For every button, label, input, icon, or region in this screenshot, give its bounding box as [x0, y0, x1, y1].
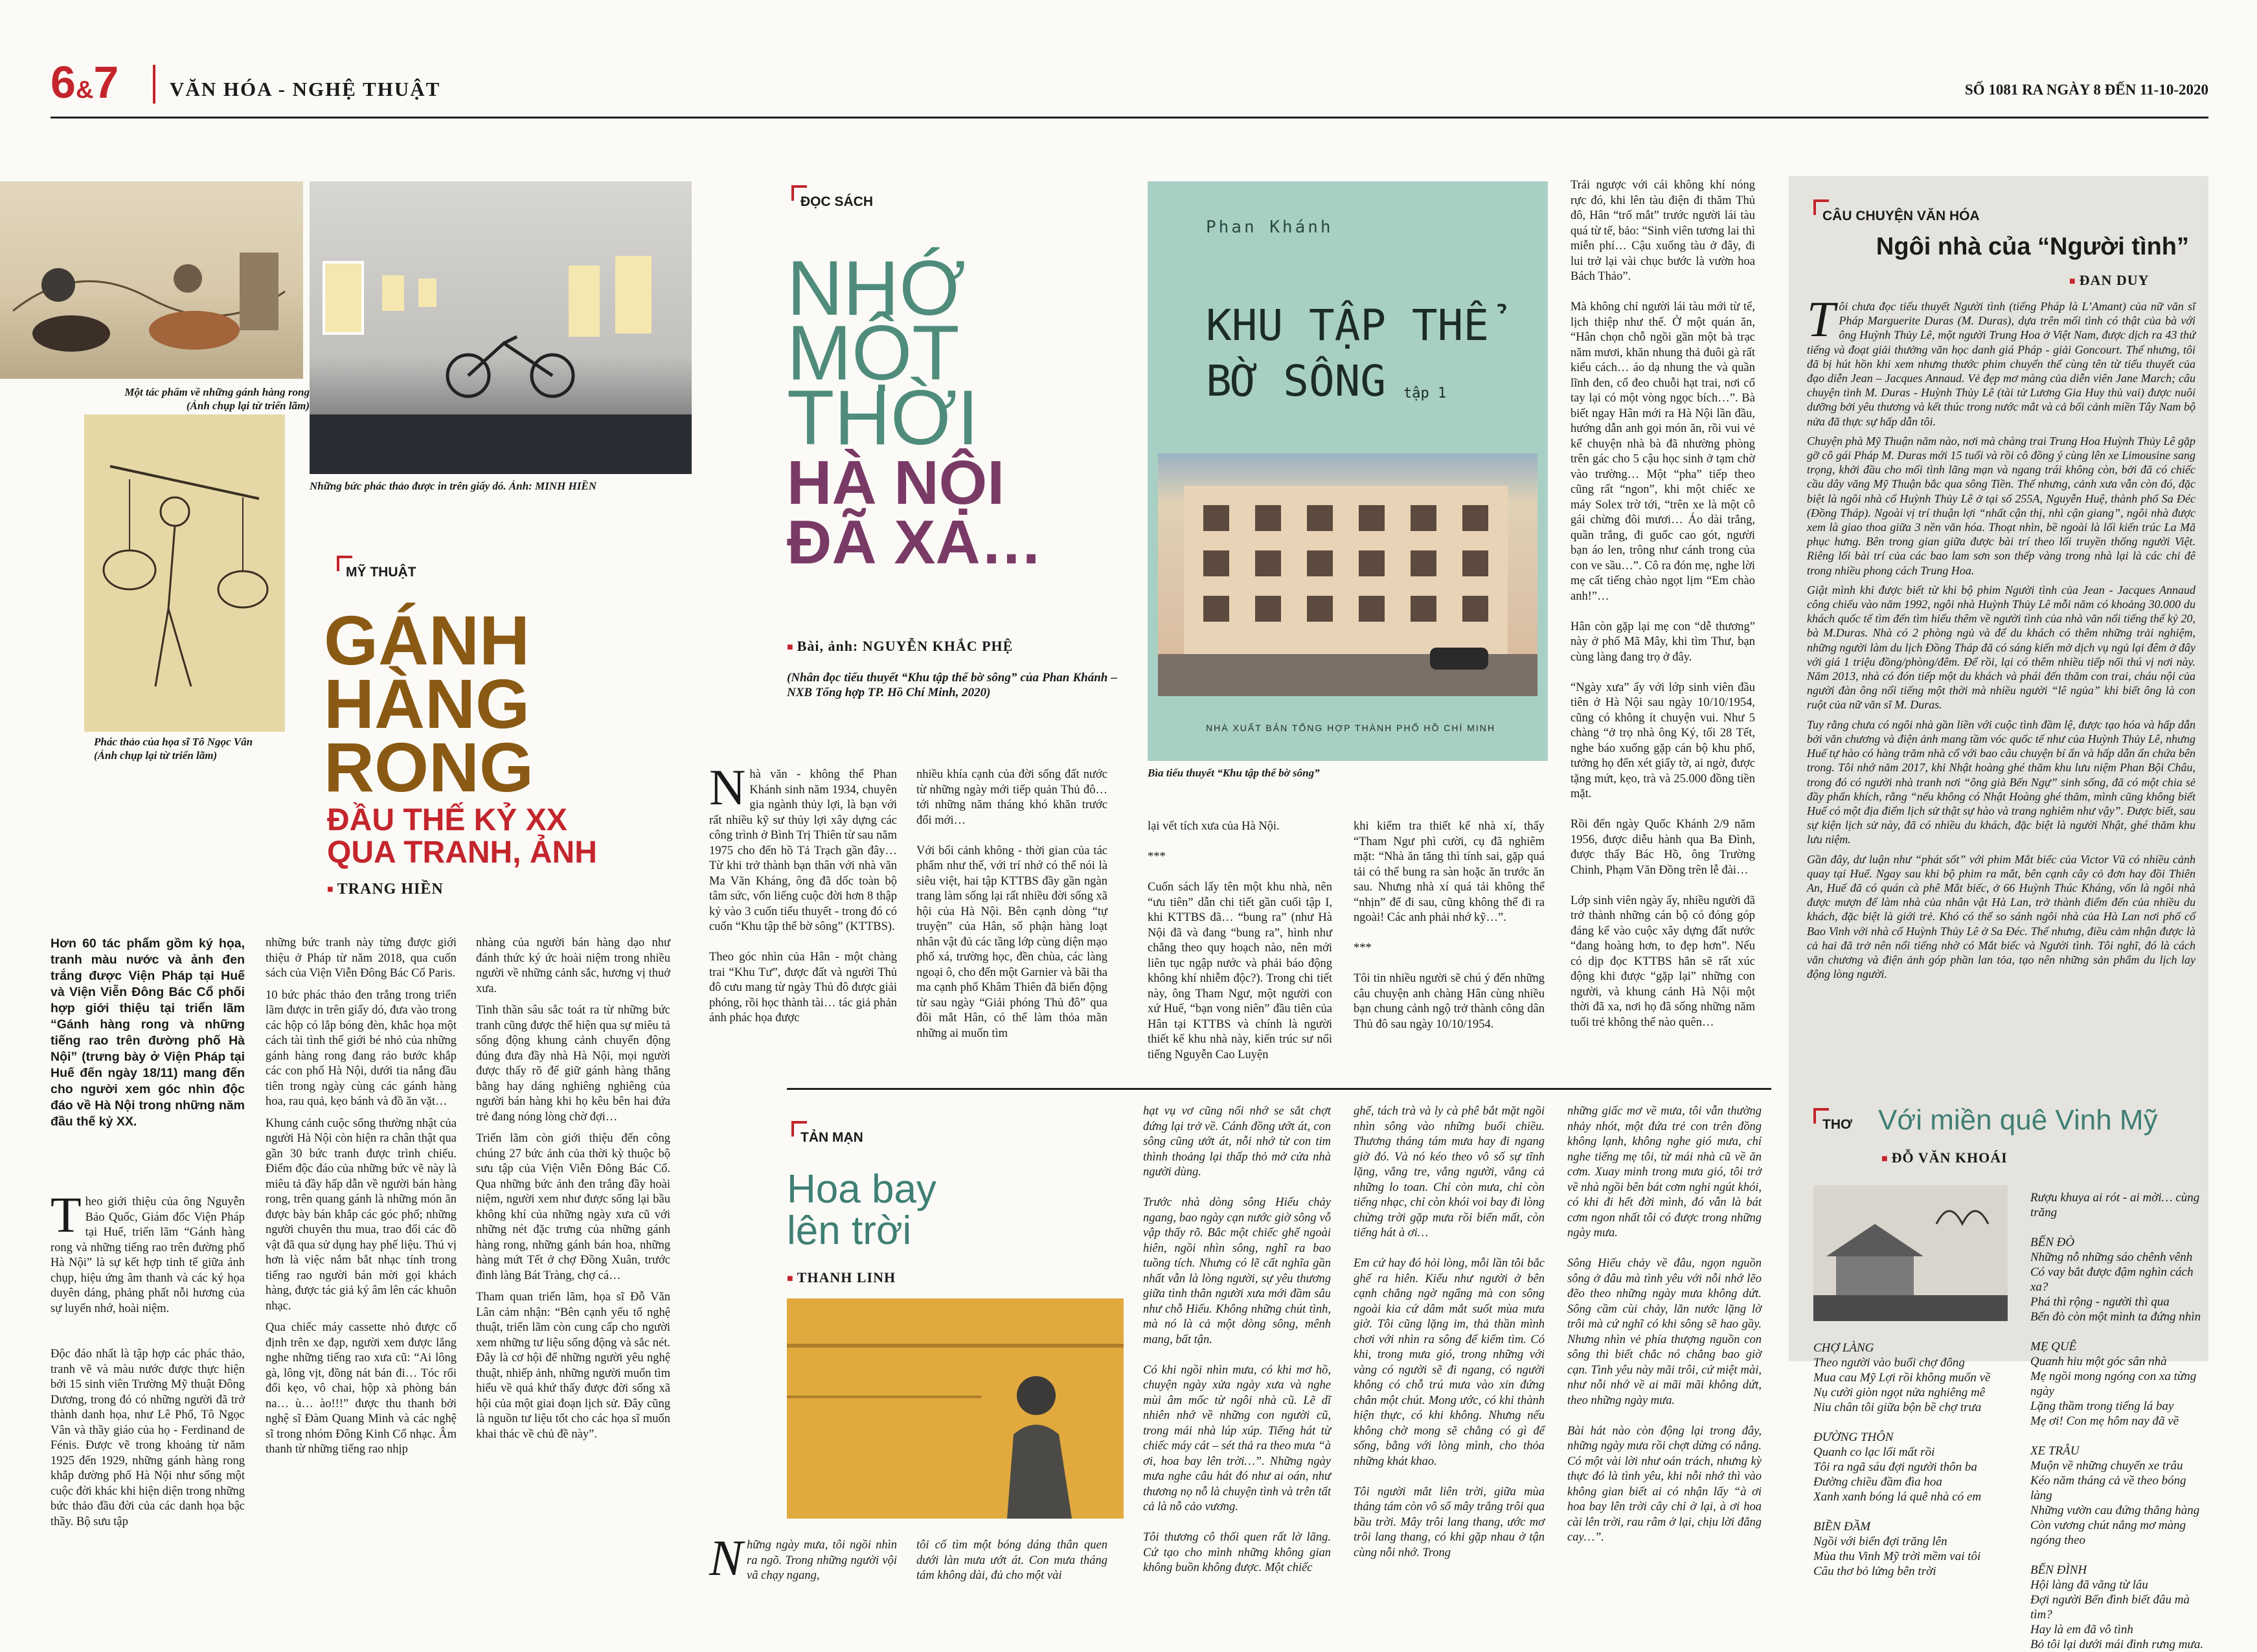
caption-book: Bìa tiểu thuyết “Khu tập thể bờ sông”	[1148, 767, 1320, 779]
sketch-illustration	[84, 414, 285, 732]
ganh-col2: những bức tranh này từng được giới thiệu ở Pháp từ năm 2018, qua cuốn sách của Viện Viễn Đông Bác Cổ Paris. 10 bức phác thảo đen trắng trong triển lãm được in trên giấy dó, đưa vào trong các hộp có lắp bóng đèn, khắc họa một cách tài tình thế giới bé nhỏ của những gánh hàng rong đang rảo bước khắp các con phố Hà Nội, dưới tia nắng đầu tiên trong ngày cùng các gánh hàng hoa, rau quả, kẹo bánh và đồ ăn vặt… Khung cảnh cuộc sống thường nhật của người Hà Nội còn hiện ra chân thật qua gần 30 bức tranh được trình chiếu. Điểm độc đáo của những bức vẽ này là miêu tả đầy hấp dẫn về người bán hàng rong, trên quang gánh là những món ăn được bày bán khắp các góc phố; những người chuyên thu mua, trao đổi các đồ vật đã qua sử dụng hay phế liệu. Thú vị hơn là việc nắm bắt nhạc tính trong tiếng rao người bán mời gọi khách hàng, được tác giả ký âm lên các khuôn nhạc. Qua chiếc máy cassette nhỏ được cố định trên xe đạp, người xem được lắng nghe những tiếng rao xưa cũ: “Ai lông gà, lông vịt, đồng nát bán đi… Tóc rối đổi kẹo, vô chai, hộp xà phòng bán na… ù… ào!!!” được thu thanh bởi nghệ sĩ Đàm Quang Minh và các nghệ sĩ trong nhóm Đông Kinh Cổ nhạc. Âm thanh từ những tiếng rao nhịp	[266, 936, 457, 1456]
ganh-col3: nhàng của người bán hàng dạo như đánh thức ký ức hoài niệm trong nhiều người về những cảnh sắc, hương vị thuở xưa. Tinh thần sâu sắc toát ra từ những bức tranh cũng được thể hiện qua sự miêu tả sống động khung cảnh chuyển động đúng đưa đầy nhà Hà Nội, mọi người được thấy rõ để giữ gánh hàng thăng bằng hay dáng nghiêng nghiêng của người bán hàng khi họ kêu bên hai đứa trẻ đang nóng lòng chờ đợi… Triển lãm còn giới thiệu đến công chúng 27 bức ảnh của thời kỳ thuộc bộ sưu tập của Viện Viễn Đông Bác Cổ. Qua những bức ảnh đen trắng đầy hoài niệm, người xem như được sống lại bầu không khí của những ngày xưa cũ với những nét đặc trưng của những gánh hàng rong, những gánh bán hoa, những hàng mứt Tết ở chợ Đồng Xuân, trước đình làng Bát Tràng, chợ cá… Tham quan triển lãm, họa sĩ Đỗ Văn Lân cảm nhận: “Bên cạnh yếu tố nghệ thuật, triển lãm còn cung cấp cho người xem những tư liệu sống động và sắc nét. Đây là cơ hội để những người yêu nghệ thuật, nhiếp ảnh, những người muốn tìm hiểu về quá khứ thấy được đời sống xã hội của một giai đoạn lịch sử. Đây cũng là nguồn tư liệu tốt cho các họa sĩ muốn khai thác về chủ đề này”.	[476, 936, 670, 1441]
title-ha-noi: HÀ NỘI ĐÃ XA…	[787, 448, 1043, 577]
caption-exhibition: Những bức phác thảo được in trên giấy dó. Ảnh: MINH HIỀN	[310, 480, 597, 492]
byline-van-hoa: ■ ĐAN DUY	[2069, 272, 2149, 289]
title-tho: Với miền quê Vinh Mỹ	[1878, 1104, 2158, 1136]
tag-tan-man: TẢN MẠN	[791, 1130, 863, 1146]
byline-tan-man: ■ THANH LINH	[787, 1269, 896, 1286]
header-rule	[51, 117, 2208, 119]
exhibition-illustration	[310, 181, 692, 474]
book-publisher: NHÀ XUẤT BẢN TỔNG HỢP THÀNH PHỐ HỒ CHÍ MINH	[1206, 723, 1496, 733]
title-van-hoa: Ngôi nhà của “Người tình”	[1876, 233, 2189, 260]
title-hoa-bay: Hoa bay lên trời	[787, 1167, 936, 1253]
byline-doc-sach: ■ Bài, ảnh: NGUYỄN KHẮC PHỆ	[787, 638, 1013, 655]
van-hoa-body: Tôi chưa đọc tiểu thuyết Người tình (tiếng Pháp là L’Amant) của nữ văn sĩ Pháp Marguerite Duras (M. Duras), dựa trên mối tình có thật của bà với ông Huỳnh Thủy Lê, một người Trung Hoa ở Việt Nam, được dịch ra 43 thứ tiếng và đoạt giải thưởng văn học danh giá Pháp - giải Goncourt. Thế nhưng, tôi đã bị hút hồn khi xem nhưng thước phim chuyển thể cùng tên từ tiểu thuyết của đạo diễn Jean – Jacques Annaud. Vẻ đẹp mơ màng của diễn viên Jane March; câu chuyện tình M. Duras - Huỳnh Thủy Lê (tài tử Lương Gia Huy thủ vai) được nuôi dưỡng bởi yêu thương và kết thúc trong nước mắt và cả bối cảnh miền Tây Nam bộ nửa đã thực sự hấp dẫn tôi. Chuyện phà Mỹ Thuận năm nào, nơi mà chàng trai Trung Hoa Huỳnh Thủy Lê gặp gỡ cô gái Pháp M. Duras mới 15 tuổi và rồi cô đồng ý cùng lên xe Limousine sang trọng, khởi đầu cho mối tình lãng mạn và ngang trái không còn, bởi đã có chiếc cầu dây văng Mỹ Thuận bắc qua sông Tiền. Thế nhưng, cảnh xưa vẫn còn đó, đặc biệt là ngôi nhà cổ Huỳnh Thủy Lê ở tại số 255A, Nguyễn Huệ, thành phố Sa Đéc (Đồng Tháp). Ngoài vị trí thuận lợi “nhất cận thị, nhì cận giang”, ngôi nhà được xem là giao thoa giữa 3 nền văn hóa. Thoạt nhìn, bề ngoài là lối kiến trúc La Mã phục hưng. Bên trong gian giữa được bài trí theo lối truyền thống người Việt. Riêng lối bài trí của các bao lam sơn son thếp vàng trong nhà lại là các chi đê trong nhiều phong cách Trung Hoa. Giật mình khi được biết từ khi bộ phim Người tình của Jean - Jacques Annaud công chiếu vào năm 1992, ngôi nhà Huỳnh Thủy Lê mỗi năm có khoảng 30.000 du khách quốc tế tìm đến tìm hiểu thêm về người tình của nhà văn nổi tiếng thế kỷ 20, bà M.Duras. Nhà có 2 phòng ngủ và để du khách có thêm những trải nghiệm, những người làm du lịch Đồng Tháp đã có sáng kiến mở dịch vụ ngủ lại đêm ở đây với giá 1 triệu đồng/phòng/đêm. Để rồi, lại có thêm nhiều tiếp nối thú vị nơi này. Năm 2013, nhà có đón tiếp một du khách và phái đến thăm con trai, cháu nội của người đàn ông nổi tiếng một thời mà nhiều người “lê ngủa” khi biết ông là con ruột của nữ văn sĩ M. Duras. Tuy rằng chưa có ngôi nhà gần liền với cuộc tình đầm lệ, được tạo hóa và hấp dẫn bởi văn chương và điện ảnh mang tầm vóc quốc tế như của Huỳnh Thủy Lê, nhưng Huế tự hào có hàng trăm nhà cổ với bao câu chuyện bí ẩn và hấp dẫn ẩn chứa bên trong. Tôi nhớ năm 2017, khi Nhật hoàng ghé thăm khu lưu niệm Phan Bội Châu, trong đó có người nhà tranh nơi “ông già Bến Ngự” sinh sống, đã có một chia sẻ đầy phấn khích, rằng “nếu không có Nhật Hoàng ghé thăm, mình cũng không biết Huế có một địa điểm lịch sử thật sự hào và trang nghiêm như vậy”. Được biết, sau sự kiện lịch sử này, đã có nhiều du khách, đặc biệt là người Nhật, ghé thăm khu lưu niệm. Gần đây, dư luận như “phát sốt” với phim Mắt biếc của Victor Vũ có nhiều cảnh quay tại Huế. Ngay sau khi bộ phim ra mắt, bên cạnh cây cỏ đơn hay đồi Thiên An, Huế đã có quán cà phê Mắt biếc, ở 66 Huỳnh Thúc Kháng, vốn là ngôi nhà được mượn để làm nhà của nhân vật Hà Lan, trở thành điểm đến của nhiều du khách, đặc biệt là giới trẻ. Khó có thể so sánh ngôi nhà của Hà Lan nơi phố cổ Bao Vinh với nhà cổ Huỳnh Thủy Lê ở Sa Đéc. Thế nhưng, điều cảm nhận được là cả hai đã trở nên nổi tiếng nhờ có Mắt biếc và Người tình. Tôi nghĩ, đó là cách văn chương và điện ảnh góp phần lan tỏa, tạo nên những sản phẩm du lịch lay động lòng người.	[1807, 291, 2195, 981]
header-divider	[153, 65, 155, 104]
tan-man-col5: những giấc mơ về mưa, tôi vẫn thường nhảy nhót, một đứa trẻ con trên đồng không lạnh, không nghe gió mưa, chỉ nghe tiếng mẹ tôi, từ mái nhà cũ về ăn cơm. Xuay minh trong mưa gió, tôi trở về nhà ngồi bên bát cơm nghi ngút khói, có khi đi hết đời mình, đó vẫn là bát cơm ngon nhất tôi có được trong những ngày mưa. Sông Hiếu chảy về đâu, ngọn nguồn sông ở đâu mà tình yêu với nỗi nhớ lẽo đẽo theo những ngày mưa không dứt. Sông cầm cùi chảy, lăn nước lặng lờ trôi mà cứ nghĩ có khi sông sẽ hao gầy. Nhưng nhìn vẻ phía thượng nguồn con sông thì biết chắc nó chẳng bao giờ cạn. Tình yêu này mãi trôi, cứ miệt mài, như nỗi nhớ về ai mãi mãi không dứt, theo những ngày mưa. Bài hát nào còn động lại trong đây, những ngày mưa rồi chợt dừng có nắng. Có một vài lời như oán trách, nhưng kỳ thực đó là tình yêu, khi nỗi nhớ thì vào không gian biết ai có nhận lấy “à ơi hoa bay lên trời cây chỉ ở lại, à ơi hoa cài lên trời, rau râm ở lại, chịu lời đắng cay…”.	[1567, 1105, 1762, 1544]
tan-man-col3: hạt vụ vơ cũng nổi nhớ se sắt chợt đứng lại trở về. Cánh đồng ướt át, con sông cũng ướt át, nỗi nhớ từ con tim thình thoảng lại thấp thỏ mở cửa nhà người dùng. Trước nhà dòng sông Hiếu chảy ngang, bao ngày cạn nước giờ sông vỗ vập thấy rõ. Bắc một chiếc ghế ngoài hiên, ngồi nhìn sông, nghĩ ra bao tuồng tích. Nhưng có lẽ cất nghĩa gần nhất vẫn là lòng người, sự yêu thương giữa tình thân người xưa mới đầm sâu như chỗ Hiếu. Không những chút tình, mà nó là cả một dòng sông, mênh mang, bất tận. Có khi ngồi nhìn mưa, có khi mơ hồ, chuyện ngày xửa ngày xưa và nghe mùi âm mốc từ ngôi nhà cũ. Lẽ dĩ nhiên nhớ về những con người cũ, trong mái nhà lúp xúp. Tiếng hát từ chiếc máy cát – sét thả ra theo mưa “à ơi, hoa bay lên trời…”. Những ngày mưa nghe câu hát đó như ai oán, như thương nọ nỗ là chuyện tình và trên tất cả là nỗ cảo vương. Tôi thương cô thối quen rất lờ lãng. Cứ tạo cho mình những không gian không buồn không được. Một chiếc	[1143, 1105, 1331, 1574]
title-ganh-hang-rong: GÁNH HÀNG RONG	[324, 601, 534, 806]
lead-ganh: Hơn 60 tác phẩm gồm ký họa, tranh màu nước và ảnh đen trắng được Viện Pháp tại Huế và Viện Viễn Đông Bác Cổ phối hợp giới thiệu tại triển lãm “Gánh hàng rong và những tiếng rao trên đường phố Hà Nội” (trưng bày ở Viện Pháp tại Huế đến ngày 18/11) mang đến cho người xem góc nhìn độc đáo về Hà Nội trong những năm đầu thế kỷ XX.	[51, 936, 245, 1129]
ganh-col1-p1: Theo giới thiệu của ông Nguyễn Bảo Quốc, Giám đốc Viện Pháp tại Huế, triển lãm “Gánh hàng rong và những tiếng rao trên đường phố Hà Nội” là sự kết hợp tinh tế giữa ảnh chụp, hiệu ứng âm thanh và các ký họa duyên dáng, phảng phất nỗi hương của sự luyến nhớ, hoài niệm.	[51, 1186, 245, 1315]
doc-sach-col4: khi kiểm tra thiết kế nhà xí, thấy “Tham Ngư phì cười, cụ đã nghiêm mặt: “Nhà ăn tăng thì tính sai, gặp quá tải có thể bung ra sàn hoặc ăn trước ăn sau. Nhưng nhà xí quá tải không thể “nhịn” để đi sau, cũng không thể đi ra ngoài! Các anh phải nhớ kỹ…”. *** Tôi tin nhiều người sẽ chú ý đến những câu chuyện anh chàng Hân cùng nhiều bạn chung cảnh ngộ trở thành công dân Thủ đô sau ngày 10/10/1954.	[1354, 820, 1545, 1031]
caption-painting: Một tác phẩm về những gánh hàng rong (Ảnh chụp lại từ triển lãm)	[124, 386, 310, 412]
issue-info: SỐ 1081 RA NGÀY 8 ĐẾN 11-10-2020	[1964, 82, 2208, 98]
tan-man-rule	[787, 1088, 1771, 1090]
tho-illustration	[1813, 1185, 2008, 1321]
exhibition-photo	[310, 181, 692, 474]
caption-sketch: Phác thảo của họa sĩ Tô Ngọc Vân (Ảnh chụp lại từ triển lãm)	[94, 736, 253, 762]
doc-sach-col1: Nhà văn - không thể Phan Khánh sinh năm 1934, chuyên gia ngành thủy lợi, là bạn với rất nhiều kỹ sư thủy lợi xây dựng các công trình ở Bình Trị Thiên từ sau năm 1975 cho đến hồ Tả Trạch gần đây… Từ khi trở thành bạn thân với nhà văn Ma Văn Kháng, ông đã dốc toàn bộ tâm sức, vốn liếng cuộc đời hơn 8 thập kỷ vào 3 cuốn tiểu thuyết - trong đó có cuốn “Khu tập thể bờ sông” (KTTBS). Theo góc nhìn của Hân - một chàng trai “Khu Tư”, được đất và người Thủ đô cưu mang từ ngày Thủ đô được giải phóng, rồi học thành tài… tác giả phản ánh phác họa được	[709, 759, 897, 1024]
doc-sach-note: (Nhân đọc tiểu thuyết “Khu tập thể bờ sông” của Phan Khánh – NXB Tổng hợp TP. Hồ Chí Minh, 2020)	[787, 671, 1117, 699]
byline-tho: ■ ĐỖ VĂN KHOÁI	[1881, 1149, 2008, 1166]
byline-ganh: ■ TRANG HIỀN	[327, 881, 444, 898]
tan-man-col4: ghế, tách trà và ly cà phê bắt mặt ngồi nhìn sông vào những buổi chiều. Thương tháng tám mưa hay đi ngang giờ đó. Và nó kéo theo vô số sự tĩnh lặng, vắng tre, vắng người, vắng cả những lo toan. Chỉ còn mưa, chỉ còn tiếng nhạc, chỉ còn khói voi bay đi lòng chừng trời gặp mưa rồi biến mất, còn tiếng hát à ơi… Em cứ hay đó hỏi lòng, mỗi lần tôi bắc ghế ra hiên. Kiếu như người ở bên cạnh chẳng ngờ ngẩng mà con sông ngoài kia cứ dâm mắt suốt mùa mưa giờ. Tôi cũng lặng im, thả thần mình chơi với nhìn ra sông để kiếm tìm. Có khi, trong mưa gió, trong những với vàng có người sẽ đi ngang, có người không có chỗ trú mưa vào xin đứng chân một chút. Mong ước, có khi thành hiện thực, có khi không. Nhưng nếu không chờ mong sẽ chẳng có gì để sống, bằng với lòng mình, cho thỏa những khát khao. Tôi người mắt liên trời, giữa mùa tháng tám còn vô số mây trắng trôi qua bầu trời. Mây trôi lang thang, ước mơ trôi lang thang, có khi gặp nhau ở tận cùng nỗi nhớ. Trong	[1354, 1105, 1545, 1559]
building-illustration	[1158, 453, 1537, 696]
subtitle-ganh: ĐẦU THẾ KỶ XX QUA TRANH, ẢNH	[327, 803, 597, 870]
tag-van-hoa: CÂU CHUYỆN VĂN HÓA	[1813, 209, 1980, 224]
section-title: VĂN HÓA - NGHỆ THUẬT	[170, 78, 441, 100]
tag-tho: THƠ	[1813, 1117, 1852, 1133]
doc-sach-col2: nhiều khía cạnh của đời sống đất nước từ những ngày mới tiếp quản Thủ đô… tới những năm tháng khó khăn trước đổi mới… Với bối cảnh không - thời gian của tác phẩm như thế, với trí nhớ có thể nói là siêu việt, hai tập KTTBS đầy gần ngàn trang làm sống lại rất nhiều đời sống xã hội của Hà Nội. Bên cạnh dòng “tự truyện” của Hân, số phận hàng loạt nhân vật đủ các tầng lớp cùng diện mạo phố xá, trường học, đền chùa, các làng ngoại ô, cho đến một Garnier và bãi tha ma cạnh phố Khâm Thiên đã biến động từ sau ngày “Giải phóng Thủ đô” qua đôi mắt Hân, có thể làm thỏa mãn những ai muốn tìm	[916, 768, 1107, 1040]
man-silhouette	[787, 1298, 1124, 1519]
title-nho-mot-thoi: NHỚ MỘT THỜI	[787, 245, 979, 461]
tan-man-col1: Những ngày mưa, tôi ngồi nhìn ra ngõ. Trong những người vội vã chạy ngang,	[709, 1530, 897, 1586]
tan-man-col2: tôi cố tìm một bóng dáng thân quen dưới làn mưa ướt át. Con mưa tháng tám không dài, đủ cho một vài	[916, 1539, 1107, 1582]
book-photo	[1158, 453, 1537, 696]
tag-doc-sach: ĐỌC SÁCH	[791, 194, 873, 210]
doc-sach-col5: Trái ngược với cái không khí nóng rực đó, khi lên tàu điện đi thăm Thủ đô, Hân “trố mắt” trước người lái tàu quá từ tế, bảo: “Sinh viên tương lai thì miễn phí… Cậu xuống tàu ở đây, đi lui trở lại vài chục bước là vườn hoa Bách Thảo”. Mà không chỉ người lái tàu mới từ tế, lịch thiệp như thế. Ở một quán ăn, “Hân chọn chỗ ngồi gần một bà trạc năm mươi, khăn nhung thả đuôi gà rất kiểu cách… áo dạ nhung the và quần lĩnh đen, cổ đeo chuỗi hạt trai, nơi cổ tay lại có một vòng ngọc bích…”. Bà biết ngay Hân mới ra Hà Nội lần đầu, hướng dẫn anh gọi món ăn, rồi vui vẻ kể chuyện nhà bà đã nhường phòng trên gác cho 5 cậu học sinh ở tạm chờ vào trường… Một “pha” tiếp theo cũng rất “ngon”, khi một chiếc xe máy Solex trờ tới, “trên xe là một cô gái chừng đôi mươi… Áo dài trắng, quần trắng, đi guốc cao gót, người bạn áo len, trông như cánh trong của con ve sầu…”. Cô ra đón mẹ, nghe lời mẹ cất tiếng chào ngọt lịm “Em chào anh!”… Hân còn gặp lại mẹ con “dễ thương” này ở phố Mã Mây, khi tìm Thư, bạn cùng làng đang trọ ở đây. “Ngày xưa” ấy với lớp sinh viên đầu tiên ở Hà Nội sau ngày 10/10/1954, cũng có không ít chuyện vui. Như 5 chàng “ở trọ nhà ông Ký, tối 28 Tết, nghe báo xuống gặp cán bộ khu phố, tưởng họ đến xét giấy tờ, ai ngờ, được tặng mứt, kẹo, trà và 25.000 đồng tiền mặt. Rồi đến ngày Quốc Khánh 2/9 năm 1956, được diễu hành qua Ba Đình, được thấy Bác Hồ, ông Trường Chinh, Phạm Văn Đồng trên lễ đài… Lớp sinh viên ngày ấy, nhiều người đã trở thành những cán bộ có đóng góp đáng kể vào cuộc xây dựng đất nước “đang hoàng hơn, to đẹp hơn”. Nếu có dịp đọc KTTBS hẳn sẽ rất xúc động khi được “gặp lại” những con người, và khung cảnh Hà Nội một thời đã xa, nơi họ đã sống những năm tuổi trẻ không thể nào quên…	[1571, 179, 1755, 1029]
tho-left: CHỢ LÀNG Theo người vào buổi chợ đông Mua cau Mỹ Lợi rồi không muốn về Nụ cười giòn ngọt nửa nghiêng mê Niu chân tôi giữa bộn bề chợ trưa ĐƯỜNG THÔN Quanh co lạc lối mất rồi Tôi ra ngã sáu đợi người thôn ba Đường chiều đầm đìa hoa Xanh xanh bóng lá quê nhà có em BIỀN ĐẦM Ngồi với biển đợi trăng lên Mùa thu Vinh Mỹ trời mềm vai tôi Câu thơ bỏ lửng bên trời	[1813, 1341, 1991, 1578]
page-number: 6&7	[51, 57, 119, 107]
village-illustration	[1813, 1185, 2008, 1321]
painting-photo	[0, 181, 303, 379]
ganh-col1-p2: Độc đáo nhất là tập hợp các phác thảo, tranh vẽ và màu nước được thực hiện bởi 15 sinh viên Trường Mỹ thuật Đông Dương, trong đó có những người đã trở thành danh họa, như Lê Phổ, Tô Ngọc Vân và thầy giáo của họ - Ferdinand de Fénis. Được vẽ trong khoảng từ năm 1925 đến 1929, những gánh hàng rong khắp đường phố Hà Nội như sống một cuộc đời khác khi hiện diện trong những bức thảo đầu đời của các danh họa bậc thầy. Bộ sưu tập	[51, 1348, 245, 1528]
book-cover	[1148, 181, 1548, 761]
book-author: Phan Khánh	[1206, 218, 1333, 237]
book-volume: tập 1	[1403, 385, 1447, 402]
doc-sach-col3: lại vết tích xưa của Hà Nội. *** Cuốn sách lấy tên một khu nhà, nên “ưu tiên” dẫn chi tiết gần cuối tập I, khi KTTBS đã… “bung ra” (như Hà Nội đã và đang “bung ra”, hình như chẳng theo quy hoạch nào, nên mới liên tục ngập nước và phải báo động không khí nhiễm độc?). Trong chi tiết này, ông Tham Ngư, một người con xứ Huế, “bạn vong niên” đầu tiên của Hân tại KTTBS và chính là người thiết kế khu nhà này, kiến trúc sư nổi tiếng Nguyễn Cao Luyện	[1148, 820, 1332, 1061]
tan-man-illustration	[787, 1298, 1124, 1519]
tho-right: Rượu khuya ai rót - ai mời… cùng trăng BẾN ĐÒ Những nỗ những sáo chênh vênh Có vay bắt được đậm nghìn cách xa? Phá thì rộng - người thì qua Bến đò còn một mình ta đứng nhìn MẸ QUÊ Quanh hiu một góc sân nhà Mẹ ngồi mong ngóng con xa từng ngày Lặng thầm trong tiếng lá bay Mẹ ơi! Con mẹ hôm nay đã về XE TRÂU Muộn về những chuyến xe trâu Kéo năm tháng cả về theo bóng làng Những vườn cau đứng thẳng hàng Còn vương chút nắng mơ màng ngóng theo BẾN ĐÌNH Hội làng đã vãng từ lâu Đợi người Bến đình biết đâu mà tìm? Hay là em đã vô tình Bỏ tôi lại dưới mái đình rưng mưa.	[2030, 1191, 2204, 1651]
painting-illustration	[0, 181, 303, 379]
book-title: KHU TẬP THỂ BỜ SÔNG	[1206, 300, 1490, 406]
tag-my-thuat: MỸ THUẬT	[337, 565, 416, 580]
sketch-photo	[84, 414, 285, 732]
